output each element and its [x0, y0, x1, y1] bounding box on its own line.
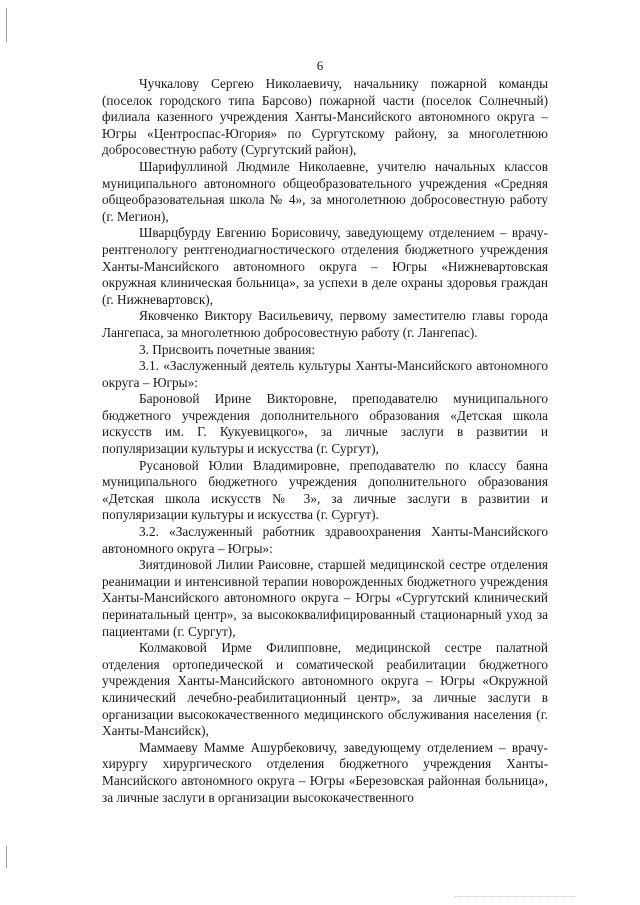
document-body — [102, 76, 548, 806]
scan-artifact — [455, 896, 575, 900]
scan-edge-mark — [6, 846, 7, 868]
paragraph: Маммаеву Мамме Ашурбековичу, заведующему отделением – врачу-хирургу хирургического отделения бюджетного учреждения Ханты-Мансийского автономного округа – Югры «Березовская районная больница», за личные заслуги в организации высококачественного — [102, 739, 548, 805]
paragraph: Чучкалову Сергею Николаевичу, начальнику пожарной команды (поселок городского типа Барсово) пожарной части (поселок Солнечный) филиала казенного учреждения Ханты-Мансийского автономного округа – Югры «Центроспас-Югория» по Сургутскому району, за многолетнюю добросовестную работу (Сургутский район), — [102, 76, 548, 158]
paragraph: Бароновой Ирине Викторовне, преподавателю муниципального бюджетного учреждения дополнительного образования «Детская школа искусств им. Г. Кукуевицкого», за личные заслуги в развитии и популяризации культуры и искусства (г. Сургут), — [102, 391, 548, 457]
paragraph: Русановой Юлии Владимировне, преподавателю по классу баяна муниципального бюджетного учреждения дополнительного образования «Детская школа искусств № 3», за личные заслуги в развитии и популяризации культуры и искусства (г. Сургут). — [102, 457, 548, 523]
paragraph: Яковченко Виктору Васильевичу, первому заместителю главы города Лангепаса, за многолетнюю добросовестную работу (г. Лангепас). — [102, 308, 548, 340]
paragraph: 3. Присвоить почетные звания: — [139, 341, 316, 357]
paragraph: Шарифуллиной Людмиле Николаевне, учителю начальных классов муниципального автономного общеобразовательного учреждения «Средняя общеобразовательная школа № 4», за многолетнюю добросовестную работу (г. Мегион), — [102, 158, 548, 224]
paragraph: Колмаковой Ирме Филипповне, медицинской сестре палатной отделения ортопедической и соматической реабилитации бюджетного учреждения Ханты-Мансийского автономного округа – Югры «Окружной клинический лечебно-реабилитационный центр», за личные заслуги в организации высококачественного медицинского обслуживания населения (г. Ханты-Мансийск), — [102, 640, 548, 739]
paragraph: 3.1. «Заслуженный деятель культуры Ханты-Мансийского автономного округа – Югры»: — [102, 358, 548, 390]
scan-edge-mark — [6, 8, 7, 42]
paragraph: Шварцбурду Евгению Борисовичу, заведующему отделением – врачу-рентгенологу рентгенодиагностического отделения бюджетного учреждения Ханты-Мансийского автономного округа – Югры «Нижневартовская окружная клиническая больница», за успехи в деле охраны здоровья граждан (г. Нижневартовск), — [102, 225, 548, 307]
paragraph: Зиятдиновой Лилии Раисовне, старшей медицинской сестре отделения реанимации и интенсивной терапии новорожденных бюджетного учреждения Ханты-Мансийского автономного округа – Югры «Сургутский клинический перинатальный центр», за высококвалифицированный стационарный уход за пациентами (г. Сургут), — [102, 557, 548, 639]
paragraph: 3.2. «Заслуженный работник здравоохранения Ханты-Мансийского автономного округа – Югры»: — [102, 524, 548, 556]
page-number: 6 — [316, 58, 324, 73]
